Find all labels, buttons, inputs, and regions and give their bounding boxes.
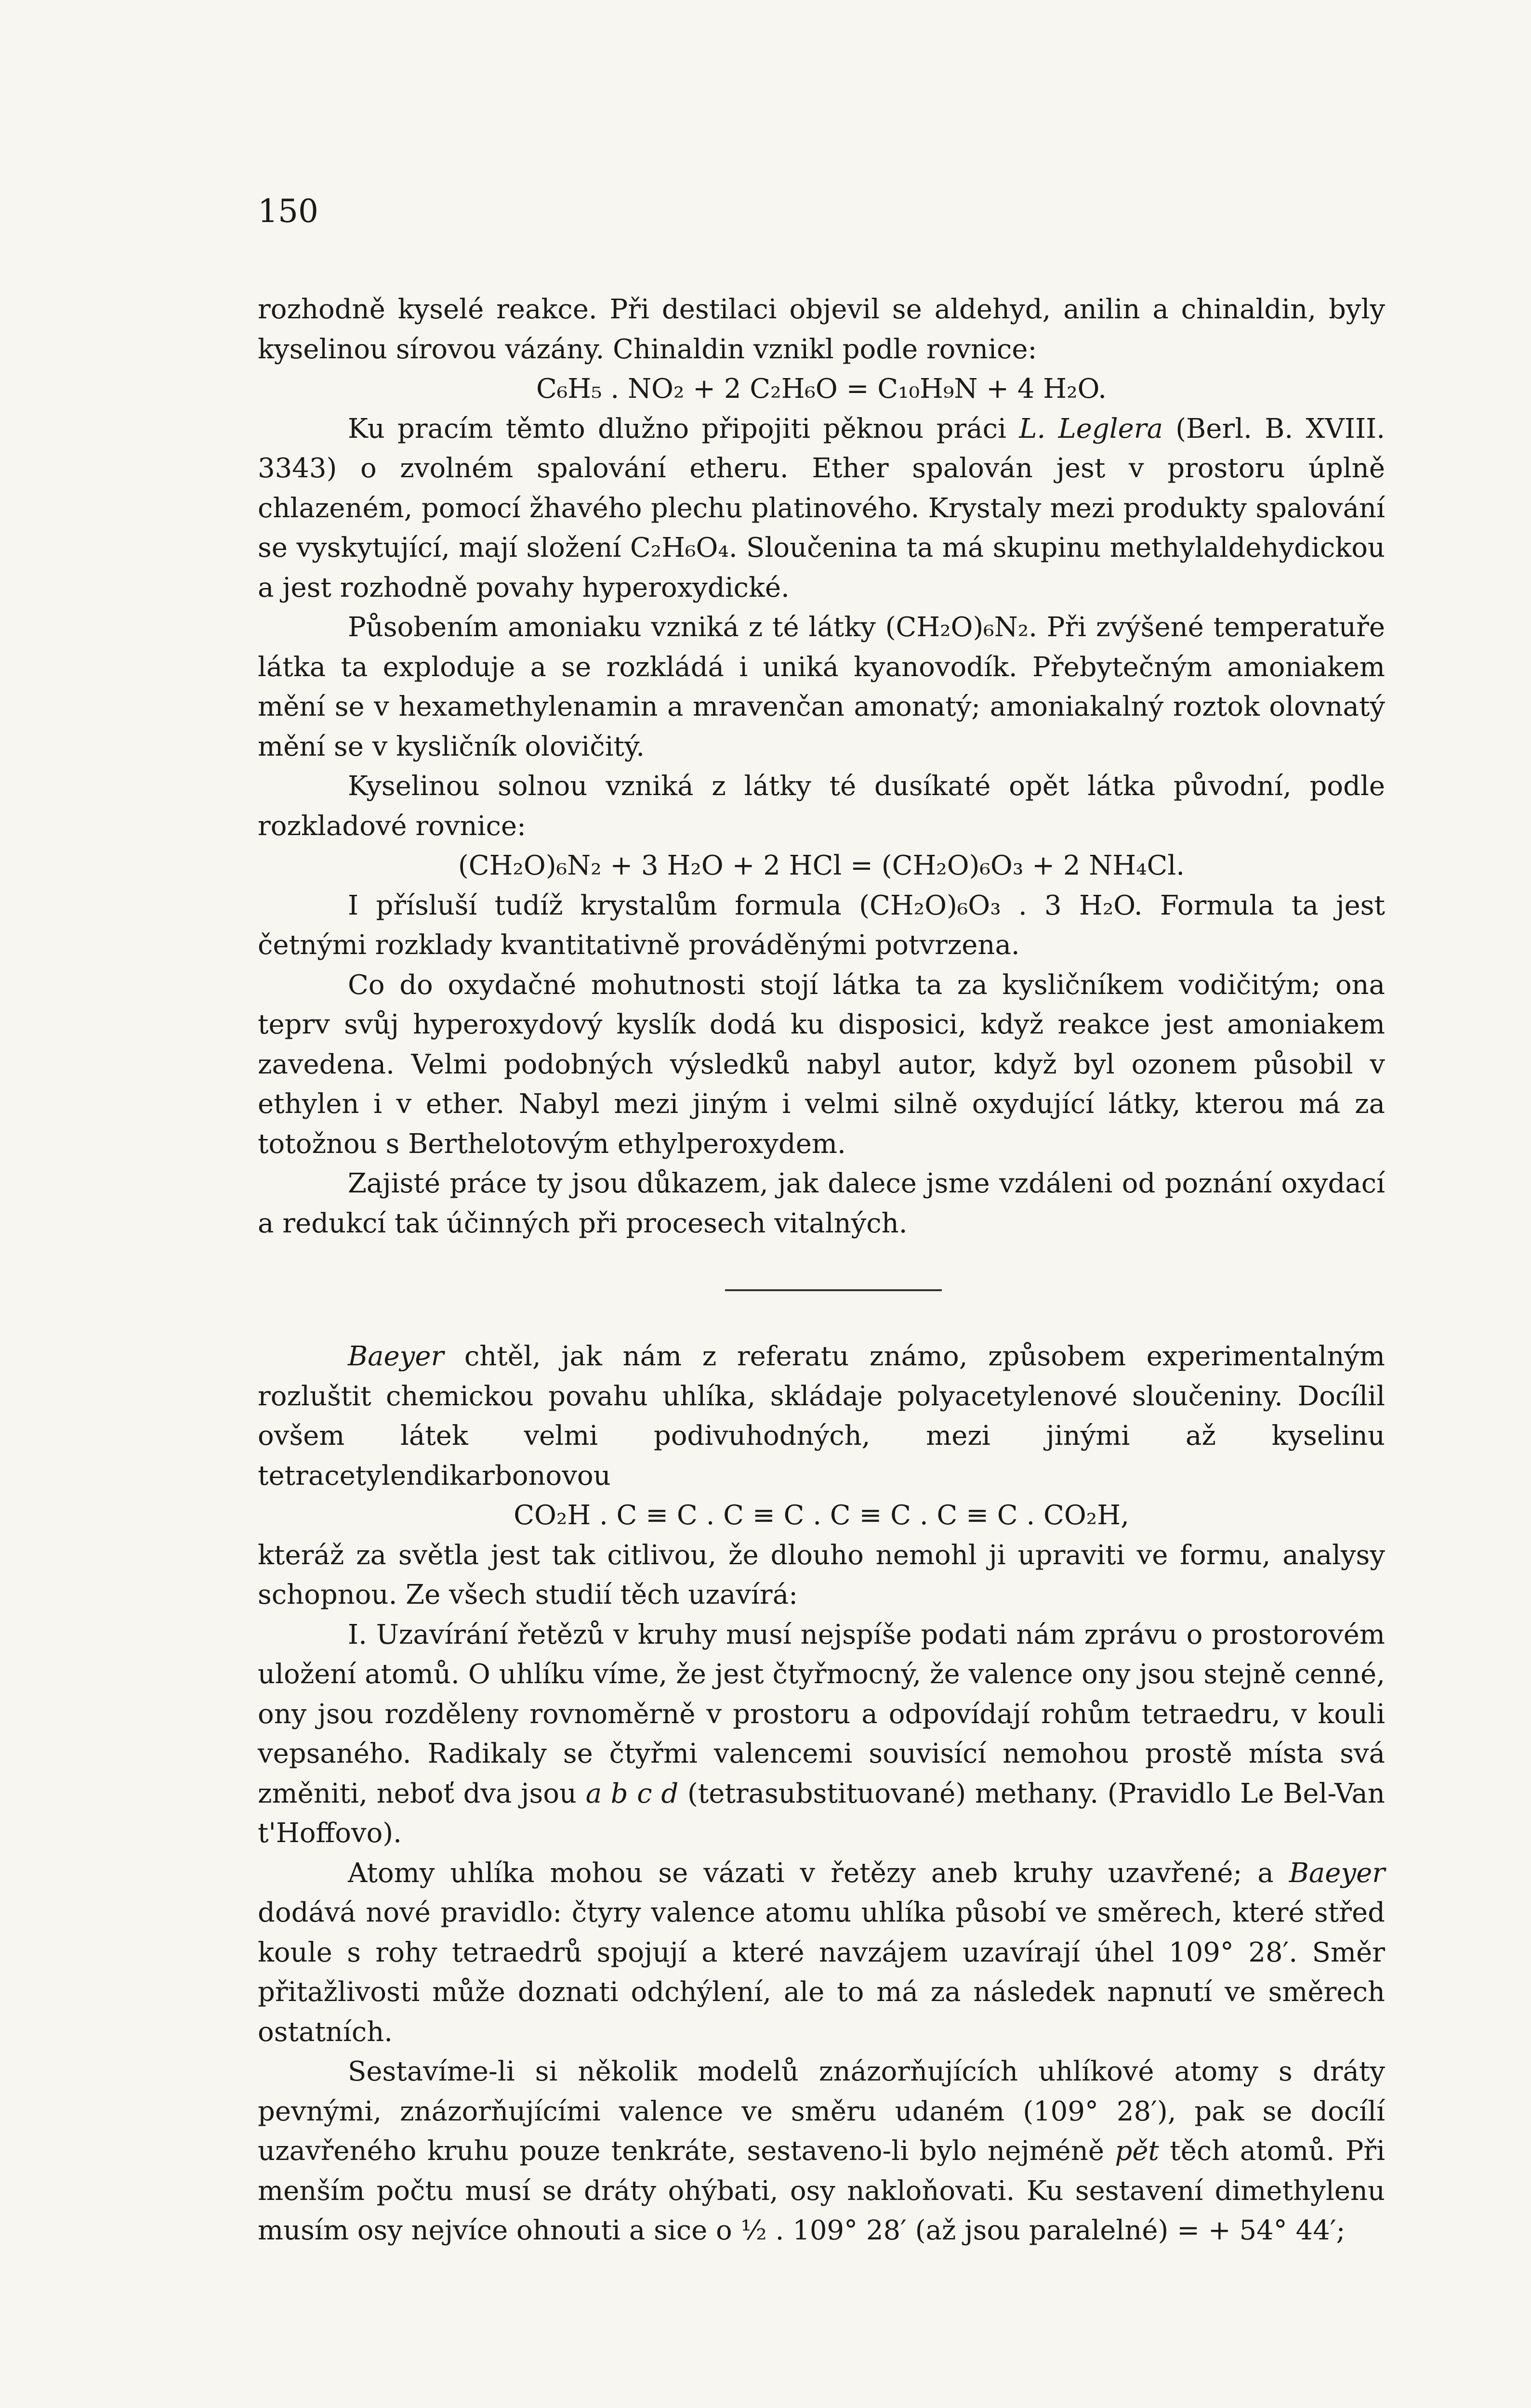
paragraph-10-pre: I. Uzavírání řetězů v kruhy musí nejspíše podati nám zprávu o prostorovém uložení atomů. O uhlíku víme, že jest čtyřmocný, že valence ony jsou stejně cenné, ony jsou rozděleny rovnoměrně v prostoru a odpovídají rohům tetraedru, v kouli vepsaného. Radikaly se čtyřmi valencemi souvisící nemohou prostě místa svá změniti, neboť dva jsou — [258, 1619, 1385, 1809]
emphasis-pet: pět — [1115, 2135, 1159, 2167]
paragraph-12-pre: Sestavíme-li si několik modelů znázorňujících uhlíkové atomy s dráty pevnými, znázorňujícími valence ve směru udaném (109° 28′), pak se docílí uzavřeného kruhu pouze tenkráte, sestaveno-li bylo nejméně — [258, 2056, 1385, 2167]
equation-2: (CH₂O)₆N₂ + 3 H₂O + 2 HCl = (CH₂O)₆O₃ + 2 NH₄Cl. — [458, 850, 1185, 881]
section-divider — [725, 1289, 942, 1291]
paragraph-2-pre: Ku pracím těmto dlužno připojiti pěknou práci — [348, 413, 1019, 445]
equation-3: CO₂H . C ≡ C . C ≡ C . C ≡ C . C ≡ C . CO₂H, — [514, 1500, 1129, 1531]
author-legler: L. Leglera — [1019, 413, 1163, 445]
equation-1: C₆H₅ . NO₂ + 2 C₂H₆O = C₁₀H₉N + 4 H₂O. — [536, 373, 1107, 405]
author-baeyer-2: Baeyer — [1289, 1857, 1385, 1889]
page-number: 150 — [258, 193, 318, 230]
page — [258, 193, 1385, 2251]
paragraph-11 — [258, 1854, 1385, 2053]
paragraph-2-post: (Berl. B. XVIII. 3343) o zvolném spalování etheru. Ether spalován jest v prostoru úplně chlazeném, pomocí žhavého plechu platinového. Krystaly mezi produkty spalování se vyskytující, mají složení C₂H₆O₄. Sloučenina ta má skupinu methylaldehydickou a jest rozhodně povahy hyperoxydické. — [258, 413, 1386, 603]
paragraph-6: Co do oxydačné mohutnosti stojí látka ta za kysličníkem vodičitým; ona teprv svůj hyperoxydový kyslík dodá ku disposici, když reakce jest amoniakem zavedena. Velmi podobných výsledků nabyl autor, když byl ozonem působil v ethylen i v ether. Nabyl mezi jiným i velmi silně oxydující látky, kterou má za totožnou s Berthelotovým ethylperoxydem. — [258, 969, 1385, 1160]
paragraph-1: rozhodně kyselé reakce. Při destilaci objevil se aldehyd, anilin a chinaldin, byly kyselinou sírovou vázány. Chinaldin vznikl podle rovnice: — [258, 294, 1385, 365]
paragraph-11-pre: Atomy uhlíka mohou se vázati v řetězy aneb kruhy uzavřené; a — [348, 1857, 1289, 1889]
paragraph-12 — [258, 2052, 1385, 2251]
paragraph-12-post: těch atomů. Při menším počtu musí se dráty ohýbati, osy nakloňovati. Ku sestavení dimethylenu musím osy nejvíce ohnouti a sice o ½ . 109° 28′ (až jsou paralelné) = + 54° 44′; — [258, 2135, 1385, 2246]
paragraph-baeyer-post: chtěl, jak nám z referatu známo, způsobem experimentalným rozluštit chemickou povahu uhlíka, skládaje polyacetylenové sloučeniny. Docílil ovšem látek velmi podivuhodných, mezi jinými až kyselinu tetracetylendikarbonovou — [258, 1341, 1385, 1492]
paragraph-10-post: (tetrasubstituované) methany. (Pravidlo Le Bel-Van t'Hoffovo). — [258, 1778, 1385, 1849]
paragraph-10 — [258, 1615, 1385, 1854]
abcd-formula: a b c d — [585, 1778, 679, 1809]
paragraph-2 — [258, 409, 1385, 608]
paragraph-5: I přísluší tudíž krystalům formula (CH₂O)₆O₃ . 3 H₂O. Formula ta jest četnými rozklady kvantitativně prováděnými potvrzena. — [258, 890, 1385, 961]
paragraph-3: Působením amoniaku vzniká z té látky (CH₂O)₆N₂. Při zvýšené temperatuře látka ta exploduje a se rozkládá i uniká kyanovodík. Přebytečným amoniakem mění se v hexamethylenamin a mravenčan amonatý; amoniakalný roztok olovnatý mění se v kysličník olovičitý. — [258, 612, 1385, 762]
paragraph-7: Zajisté práce ty jsou důkazem, jak dalece jsme vzdáleni od poznání oxydací a redukcí tak účinných při procesech vitalných. — [258, 1168, 1385, 1239]
author-baeyer: Baeyer — [348, 1341, 444, 1372]
paragraph-baeyer — [258, 1337, 1385, 1496]
paragraph-11-post: dodává nové pravidlo: čtyry valence atomu uhlíka působí ve směrech, které střed koule s rohy tetraedrů spojují a které navzájem uzavírají úhel 109° 28′. Směr přitažlivosti může doznati odchýlení, ale to má za následek napnutí ve směrech ostatních. — [258, 1897, 1385, 2048]
paragraph-4: Kyselinou solnou vzniká z látky té dusíkaté opět látka původní, podle rozkladové rovnice: — [258, 771, 1385, 842]
paragraph-9: kteráž za světla jest tak citlivou, že dlouho nemohl ji upraviti ve formu, analysy schopnou. Ze všech studií těch uzavírá: — [258, 1539, 1385, 1610]
